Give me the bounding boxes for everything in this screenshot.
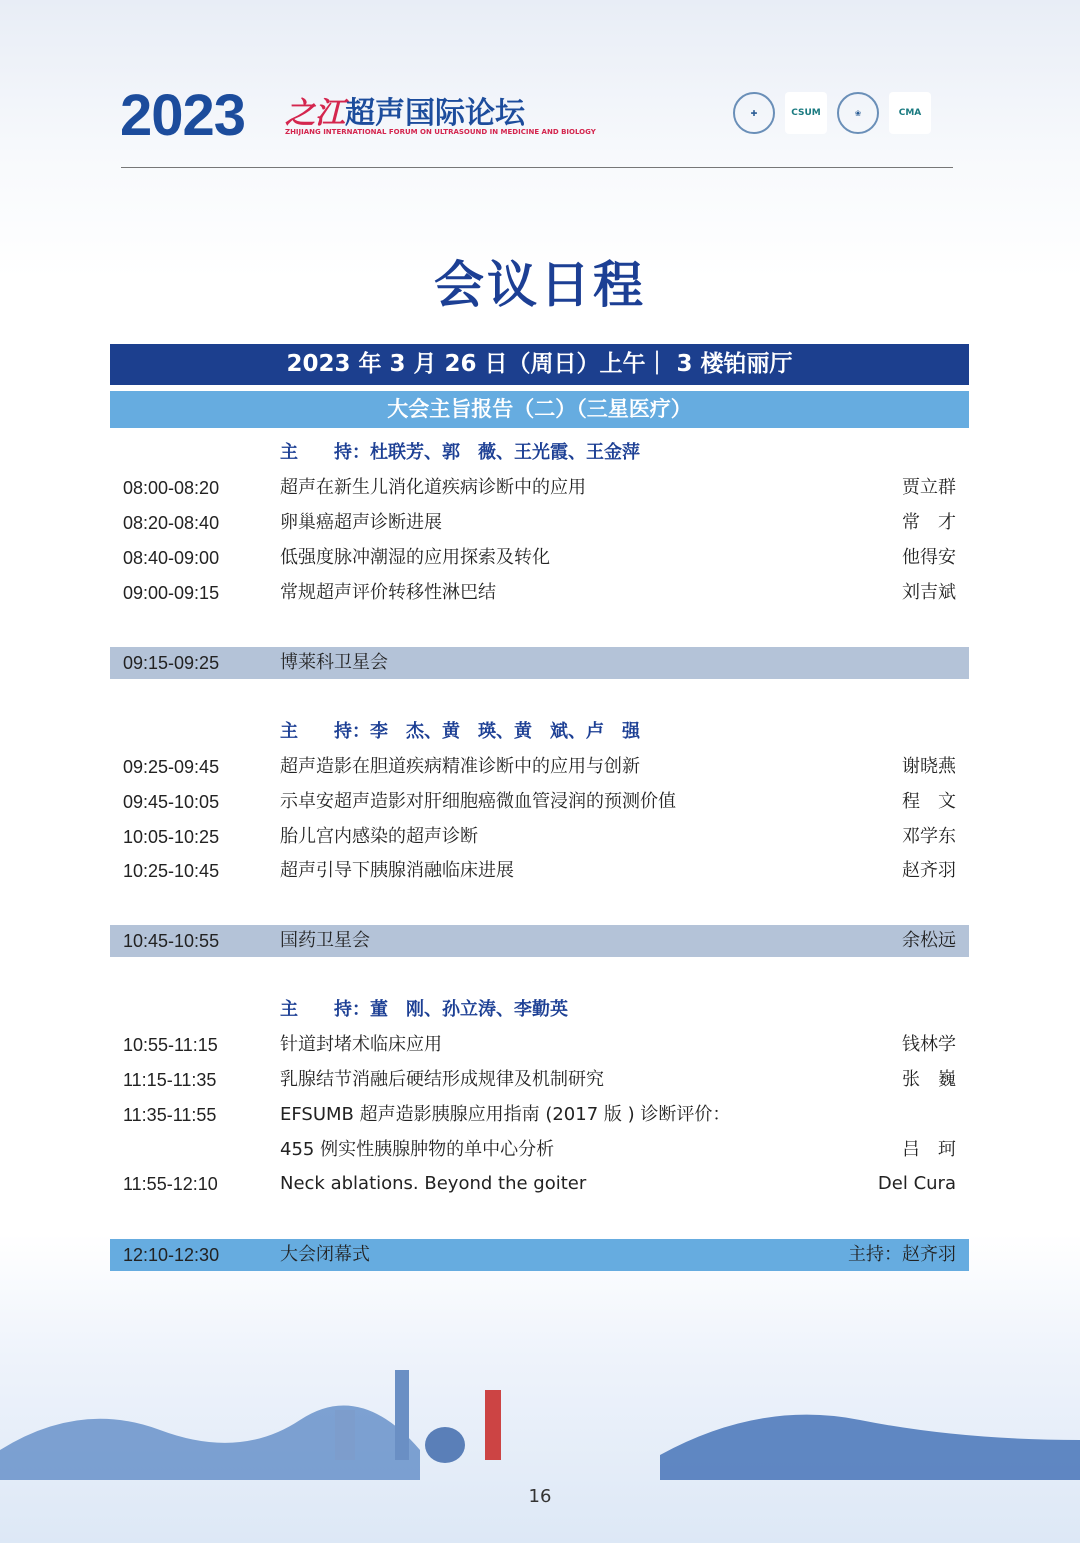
topic: 针道封堵术临床应用	[280, 1034, 442, 1055]
speaker: 刘吉斌	[902, 582, 956, 603]
topic: 常规超声评价转移性淋巴结	[280, 582, 496, 603]
time: 08:20-08:40	[123, 513, 220, 533]
topic: 卵巢癌超声诊断进展	[280, 512, 442, 533]
schedule-row	[110, 786, 969, 818]
moderators-line	[110, 994, 969, 1026]
time: 08:40-09:00	[123, 548, 220, 568]
speaker: 他得安	[902, 547, 956, 568]
association-seal-icon: ❀	[837, 92, 879, 134]
cma-logo: CMA	[889, 92, 931, 134]
topic: 超声引导下胰腺消融临床进展	[280, 860, 514, 881]
time: 10:55-11:15	[123, 1035, 218, 1055]
speaker: 主持：赵齐羽	[848, 1244, 956, 1265]
schedule-row	[110, 1099, 969, 1131]
topic: Neck ablations. Beyond the goiter	[280, 1173, 587, 1194]
city-skyline-illustration	[0, 1360, 1080, 1480]
speaker: 常 才	[902, 512, 956, 533]
speaker: 张 巍	[902, 1069, 956, 1090]
schedule-row	[110, 1168, 969, 1200]
closing-ceremony-row	[110, 1239, 969, 1271]
topic: 国药卫星会	[280, 930, 370, 951]
speaker: 邓学东	[902, 826, 956, 847]
forum-logo-text	[285, 88, 525, 132]
time: 09:00-09:15	[123, 583, 220, 603]
forum-english-name: ZHIJIANG INTERNATIONAL FORUM ON ULTRASOUND IN MEDICINE AND BIOLOGY	[285, 128, 596, 136]
time: 10:45-10:55	[123, 931, 220, 951]
schedule-row	[110, 577, 969, 609]
topic: 胎儿宫内感染的超声诊断	[280, 826, 478, 847]
schedule-row	[110, 1064, 969, 1096]
schedule-row	[110, 507, 969, 539]
schedule-row	[110, 1134, 969, 1166]
time: 09:25-09:45	[123, 757, 220, 777]
logo-name: 超声国际论坛	[345, 96, 525, 131]
speaker: 赵齐羽	[902, 860, 956, 881]
topic: EFSUMB 超声造影胰腺应用指南 (2017 版 ) 诊断评价：	[280, 1104, 731, 1125]
moderators-line	[110, 716, 969, 748]
topic: 乳腺结节消融后硬结形成规律及机制研究	[280, 1069, 604, 1090]
time: 10:25-10:45	[123, 861, 220, 881]
time: 11:55-12:10	[123, 1174, 218, 1194]
time: 08:00-08:20	[123, 478, 220, 498]
moderators: 主 持：董 刚、孙立涛、李勤英	[280, 999, 568, 1020]
session-date-bar: 2023 年 3 月 26 日（周日）上午｜ 3 楼铂丽厅	[110, 344, 969, 385]
time: 09:45-10:05	[123, 792, 220, 812]
topic: 超声造影在胆道疾病精准诊断中的应用与创新	[280, 756, 640, 777]
topic: 博莱科卫星会	[280, 652, 388, 673]
satellite-session-row	[110, 647, 969, 679]
moderators: 主 持：李 杰、黄 瑛、黄 斌、卢 强	[280, 721, 640, 742]
time: 09:15-09:25	[123, 653, 220, 673]
time: 12:10-12:30	[123, 1245, 220, 1265]
csum-logo: CSUM	[785, 92, 827, 134]
moderators-line	[110, 437, 969, 469]
time: 10:05-10:25	[123, 827, 220, 847]
logo-year: 2023	[120, 83, 246, 148]
speaker: 钱林学	[902, 1034, 956, 1055]
topic: 示卓安超声造影对肝细胞癌微血管浸润的预测价值	[280, 791, 676, 812]
schedule-row	[110, 751, 969, 783]
partner-logos	[733, 92, 931, 134]
schedule-row	[110, 542, 969, 574]
topic: 低强度脉冲潮湿的应用探索及转化	[280, 547, 550, 568]
schedule-row	[110, 472, 969, 504]
society-seal-icon: ✚	[733, 92, 775, 134]
speaker: 贾立群	[902, 477, 956, 498]
page-number: 16	[528, 1486, 552, 1507]
speaker: Del Cura	[877, 1173, 956, 1194]
speaker: 谢晓燕	[902, 756, 956, 777]
schedule-row	[110, 1029, 969, 1061]
speaker: 程 文	[902, 791, 956, 812]
schedule-row	[110, 855, 969, 887]
session-subtitle-bar: 大会主旨报告（二）（三星医疗）	[110, 391, 969, 428]
logo-script: 之江	[285, 96, 345, 131]
moderators: 主 持：杜联芳、郭 薇、王光霞、王金萍	[280, 442, 640, 463]
page-title: 会议日程	[434, 256, 646, 314]
topic: 超声在新生儿消化道疾病诊断中的应用	[280, 477, 586, 498]
schedule-row	[110, 821, 969, 853]
topic: 455 例实性胰腺肿物的单中心分析	[280, 1139, 555, 1160]
time: 11:15-11:35	[123, 1070, 217, 1090]
satellite-session-row	[110, 925, 969, 957]
speaker: 吕 珂	[902, 1139, 956, 1160]
topic: 大会闭幕式	[280, 1244, 370, 1265]
speaker: 余松远	[902, 930, 956, 951]
header-divider	[121, 167, 953, 168]
time: 11:35-11:55	[123, 1105, 217, 1125]
